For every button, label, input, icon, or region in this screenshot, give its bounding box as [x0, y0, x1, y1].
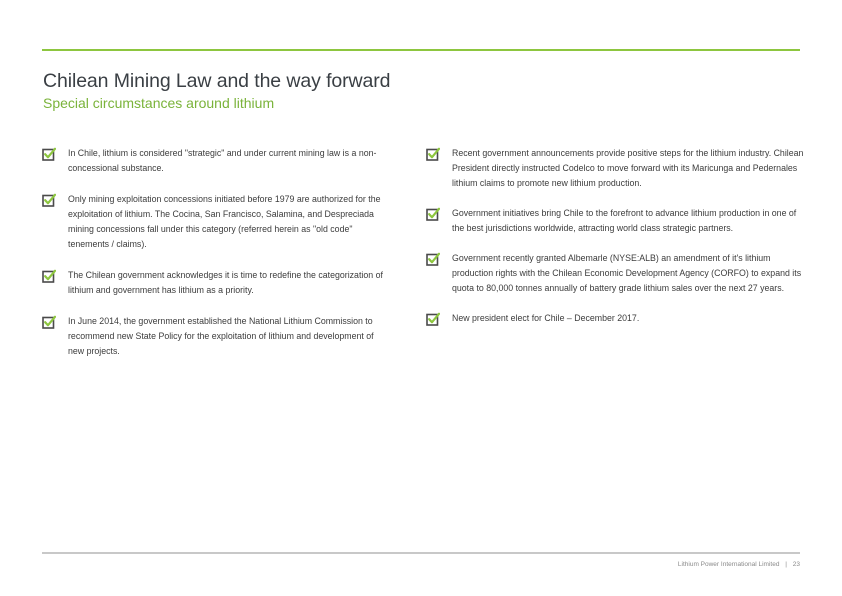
checkbox-check-icon: [42, 193, 56, 207]
bullet-text: Government recently granted Albemarle (NYSE:ALB) an amendment of it's lithium production rights with the Chilean Economic Development Agency (CORFO) to expand its quota to 80,000 tonnes annually of battery grade lithium sales over the next 27 years.: [452, 253, 802, 293]
bullet-item: [426, 206, 806, 236]
footer-separator: |: [785, 561, 787, 568]
footer-company: Lithium Power International Limited: [677, 561, 780, 568]
page-number: 23: [792, 561, 800, 568]
page-title: Chilean Mining Law and the way forward: [43, 70, 391, 92]
bullet-item: [426, 146, 806, 191]
top-divider: [42, 49, 800, 51]
checkbox-check-icon: [426, 207, 440, 221]
checkbox-check-icon: [426, 312, 440, 326]
bullet-item: [42, 192, 392, 252]
bullet-text: New president elect for Chile – December 2017.: [452, 313, 640, 323]
bullet-item: [42, 268, 392, 298]
bottom-divider: [42, 552, 800, 554]
bullet-item: [426, 251, 806, 296]
bullet-text: Government initiatives bring Chile to the forefront to advance lithium production in one of the best jurisdictions worldwide, attracting world class strategic partners.: [452, 208, 797, 233]
checkbox-check-icon: [426, 147, 440, 161]
bullet-text: The Chilean government acknowledges it is time to redefine the categorization of lithium and government has lithium as a priority.: [68, 270, 383, 295]
footer: [678, 561, 800, 568]
bullet-item: [42, 314, 392, 359]
bullet-item: [426, 311, 806, 326]
checkbox-check-icon: [426, 252, 440, 266]
bullet-text: Recent government announcements provide positive steps for the lithium industry. Chilean President directly instructed Codelco to move forward with its Maricunga and Pedernales lithium claims to promote new lithium production.: [452, 148, 804, 188]
checkbox-check-icon: [42, 147, 56, 161]
bullet-item: [42, 146, 392, 176]
bullet-text: Only mining exploitation concessions initiated before 1979 are authorized for the exploitation of lithium. The Cocina, San Francisco, Salamina, and Despreciada mining concessions fall under this category (referred herein as "old code" tenements / claims).: [68, 194, 381, 249]
bullet-text: In Chile, lithium is considered "strategic" and under current mining law is a non-concessional substance.: [68, 148, 377, 173]
checkbox-check-icon: [42, 269, 56, 283]
left-bullet-column: [42, 146, 392, 375]
checkbox-check-icon: [42, 315, 56, 329]
bullet-text: In June 2014, the government established the National Lithium Commission to recommend new State Policy for the exploitation of lithium and development of new projects.: [68, 316, 374, 356]
right-bullet-column: [426, 146, 806, 341]
page-subtitle: Special circumstances around lithium: [43, 95, 275, 111]
